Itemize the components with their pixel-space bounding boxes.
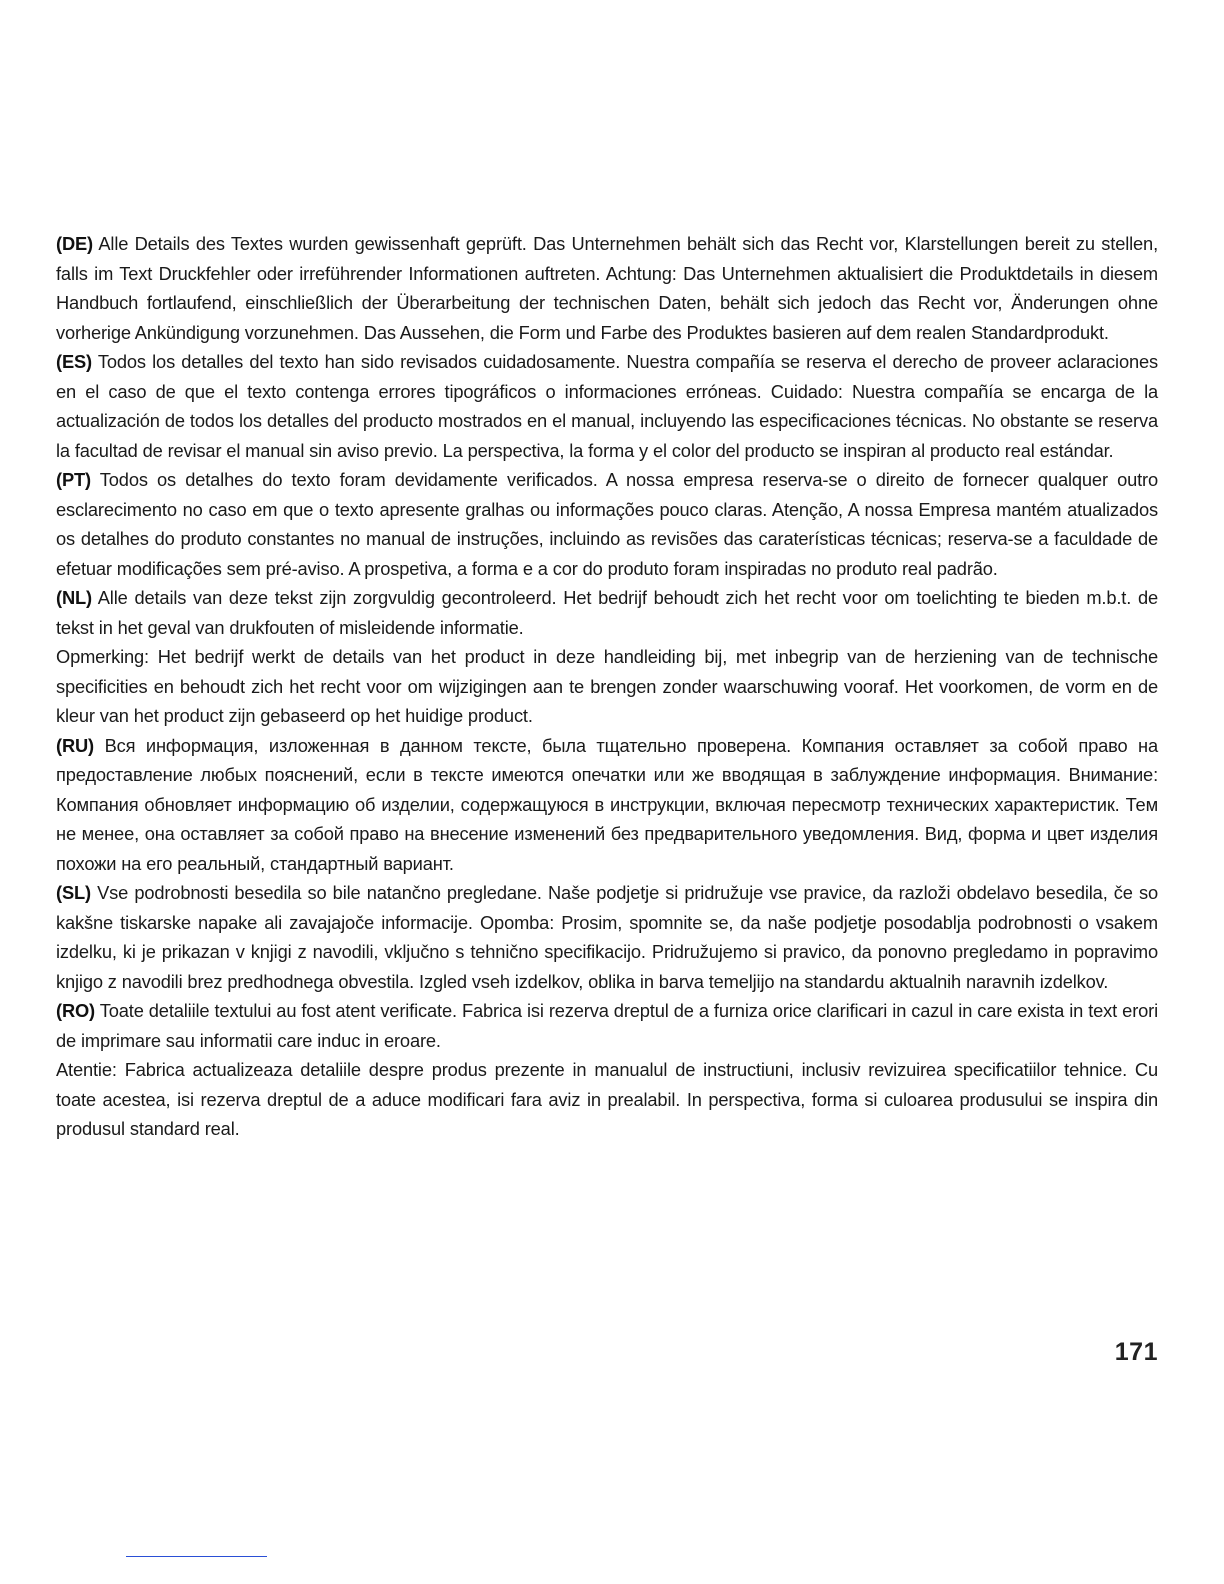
paragraph-ro-note <box>56 1055 1158 1144</box>
paragraph-ro <box>56 996 1158 1055</box>
paragraph-de <box>56 229 1158 347</box>
language-code-de: (DE) <box>56 233 93 254</box>
paragraph-nl-note <box>56 642 1158 731</box>
paragraph-text-de: Alle Details des Textes wurden gewissenhaft geprüft. Das Unternehmen behält sich das Recht vor, Klarstellungen bereit zu stellen, falls im Text Druckfehler oder irreführender Informationen auftreten. Achtung: Das Unternehmen aktualisiert die Produktdetails in diesem Handbuch fortlaufend, einschließlich der Überarbeitung der technischen Daten, behält sich jedoch das Recht vor, Änderungen ohne vorherige Ankündigung vorzunehmen. Das Aussehen, die Form und Farbe des Produktes basieren auf dem realen Standardprodukt. <box>56 233 1159 343</box>
paragraph-sl <box>56 878 1158 996</box>
paragraph-text-ru: Вся информация, изложенная в данном тексте, была тщательно проверена. Компания оставляет за собой право на предоставление любых пояснений, если в тексте имеются опечатки или же вводящая в заблуждение информация. Внимание: Компания обновляет информацию об изделии, содержащуюся в инструкции, включая пересмотр технических характеристик. Тем не менее, она оставляет за собой право на внесение изменений без предварительного уведомления. Вид, форма и цвет изделия похожи на его реальный, стандартный вариант. <box>56 734 1158 874</box>
paragraph-text-es: Todos los detalles del texto han sido revisados cuidadosamente. Nuestra compañía se reserva el derecho de proveer aclaraciones en el caso de que el texto contenga errores tipográficos o informaciones erróneas. Cuidado: Nuestra compañía se encarga de la actualización de todos los detalles del producto mostrados en el manual, incluyendo las especificaciones técnicas. No obstante se reserva la facultad de revisar el manual sin aviso previo. La perspectiva, la forma y el color del producto se inspiran al producto real estándar. <box>56 351 1158 461</box>
paragraph-text-sl: Vse podrobnosti besedila so bile natančno pregledane. Naše podjetje si pridružuje vse pravice, da razloži obdelavo besedila, če so kakšne tiskarske napake ali zavajajoče informacije. Opomba: Prosim, spomnite se, da naše podjetje posodablja podrobnosti o vsakem izdelku, ki je prikazan v knjigi z navodili, vključno s tehnično specifikacijo. Pridružujemo si pravico, da ponovno pregledamo in popravimo knjigo z navodili brez predhodnega obvestila. Izgled vseh izdelkov, oblika in barva temeljijo na standardu aktualnih naravnih izdelkov. <box>56 882 1158 992</box>
paragraph-text-ro: Toate detaliile textului au fost atent verificate. Fabrica isi rezerva dreptul de a furniza orice clarificari in cazul in care exista in text erori de imprimare sau informatii care induc in eroare. <box>56 1000 1158 1051</box>
disclaimer-text-block <box>56 229 1158 1144</box>
page-number: 171 <box>1114 1338 1158 1366</box>
footnote-divider <box>126 1556 267 1557</box>
paragraph-text-pt: Todos os detalhes do texto foram devidamente verificados. A nossa empresa reserva-se o direito de fornecer qualquer outro esclarecimento no caso em que o texto apresente gralhas ou informações pouco claras. Atenção, A nossa Empresa mantém atualizados os detalhes do produto constantes no manual de instruções, incluindo as revisões das caraterísticas técnicas; reserva-se a faculdade de efetuar modificações sem pré-aviso. A prospetiva, a forma e a cor do produto foram inspiradas no produto real padrão. <box>56 469 1158 579</box>
language-code-ru: (RU) <box>56 734 94 756</box>
paragraph-pt <box>56 465 1158 583</box>
paragraph-nl <box>56 583 1158 642</box>
paragraph-ru <box>56 731 1158 879</box>
language-code-nl: (NL) <box>56 587 92 608</box>
paragraph-text-nl-note: Opmerking: Het bedrijf werkt de details van het product in deze handleiding bij, met inbegrip van de herziening van de technische specificities en behoudt zich het recht voor om wijzigingen aan te brengen zonder waarschuwing vooraf. Het voorkomen, de vorm en de kleur van het product zijn gebaseerd op het huidige product. <box>56 646 1158 726</box>
language-code-es: (ES) <box>56 351 92 372</box>
language-code-sl: (SL) <box>56 882 91 903</box>
language-code-pt: (PT) <box>56 469 91 490</box>
language-code-ro: (RO) <box>56 1000 95 1021</box>
paragraph-text-nl: Alle details van deze tekst zijn zorgvuldig gecontroleerd. Het bedrijf behoudt zich het recht voor om toelichting te bieden m.b.t. de tekst in het geval van drukfouten of misleidende informatie. <box>56 587 1159 638</box>
paragraph-es <box>56 347 1158 465</box>
paragraph-text-ro-note: Atentie: Fabrica actualizeaza detaliile despre produs prezente in manualul de instructiuni, inclusiv revizuirea specificatiilor tehnice. Cu toate acestea, isi rezerva dreptul de a aduce modificari fara aviz in prealabil. In perspectiva, forma si culoarea produsului se inspira din produsul standard real. <box>56 1059 1158 1139</box>
